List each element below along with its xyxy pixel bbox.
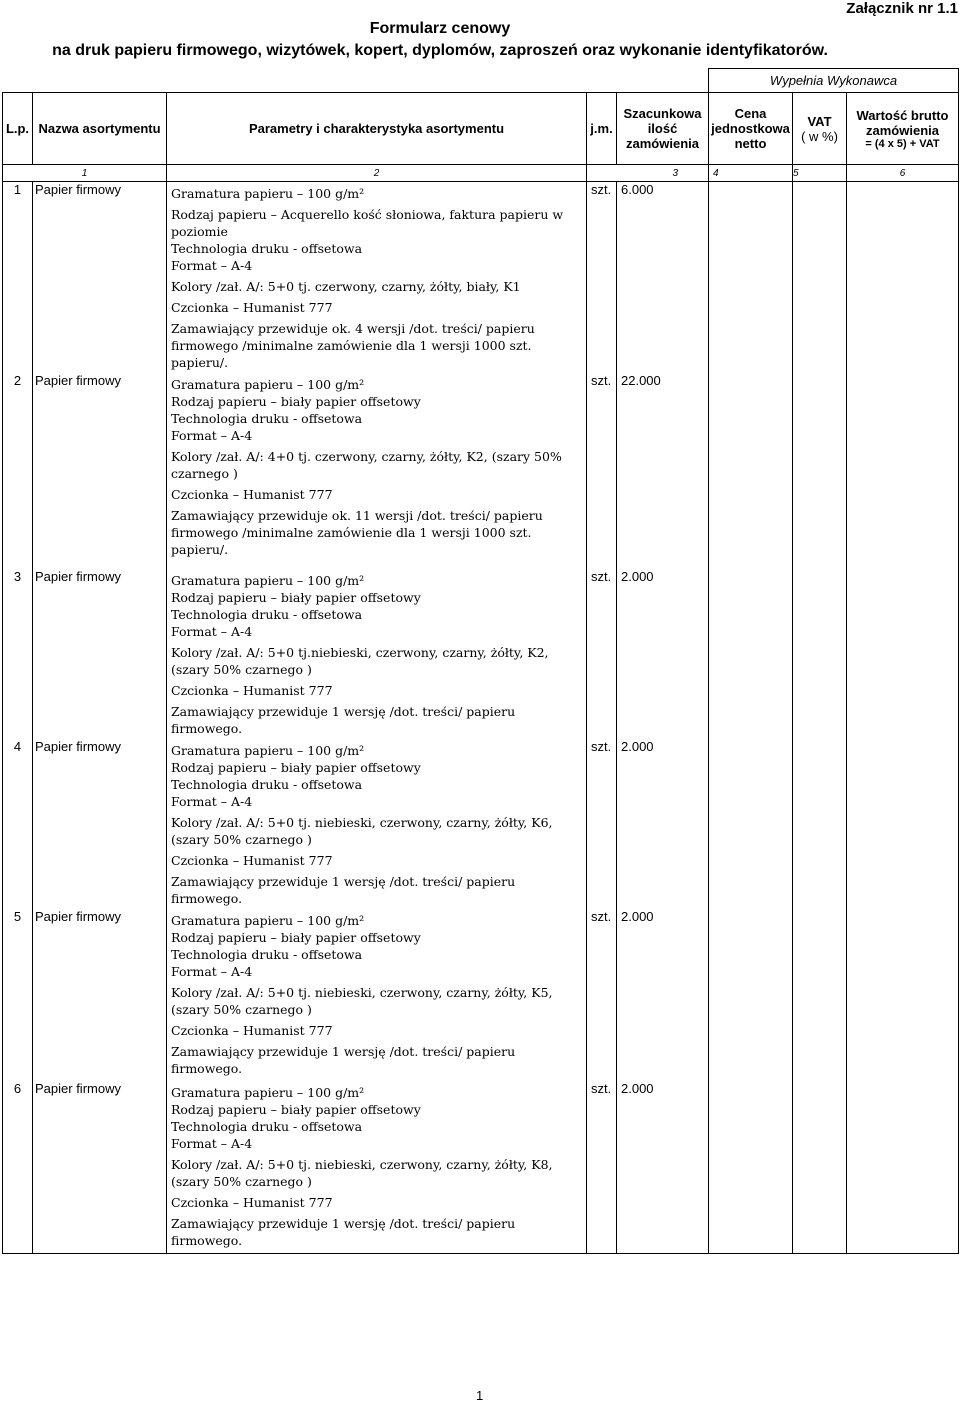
row-price-cell	[709, 182, 793, 374]
param-line: Czcionka – Humanist 777	[171, 1195, 333, 1210]
row-price-cell	[709, 569, 793, 739]
param-line: Technologia druku - offsetowa	[171, 607, 363, 622]
param-line: Rodzaj papieru – biały papier offsetowy	[171, 930, 421, 945]
table-row	[3, 182, 959, 374]
row-params	[167, 182, 587, 374]
param-line: Czcionka – Humanist 777	[171, 1023, 333, 1038]
col-wartosc	[847, 93, 959, 165]
param-line: Kolory /zał. A/: 4+0 tj. czerwony, czarny, żółty, K2, (szary 50% czarnego )	[171, 449, 562, 481]
col-jm: j.m.	[587, 93, 617, 165]
col-lp: L.p.	[3, 93, 33, 165]
param-line: Czcionka – Humanist 777	[171, 853, 333, 868]
param-line: Technologia druku - offsetowa	[171, 1119, 363, 1134]
row-vat-cell	[793, 569, 847, 739]
table-row	[3, 739, 959, 909]
row-jm: szt.	[587, 1081, 617, 1253]
row-jm: szt.	[587, 182, 617, 374]
col-number: 1	[3, 165, 167, 182]
row-value-cell	[847, 1081, 959, 1253]
row-value-cell	[847, 569, 959, 739]
row-value-cell	[847, 373, 959, 569]
col-number: 6	[847, 165, 959, 182]
row-params	[167, 909, 587, 1081]
param-line: Format – A-4	[171, 624, 253, 639]
page-number: 1	[476, 1388, 484, 1403]
col-number: 5	[793, 165, 847, 182]
col-cena: Cena jednostkowa netto	[709, 93, 793, 165]
table-row	[3, 373, 959, 569]
row-name: Papier firmowy	[33, 739, 167, 909]
row-name: Papier firmowy	[33, 182, 167, 374]
param-line: Format – A-4	[171, 794, 253, 809]
param-line: Zamawiający przewiduje ok. 4 wersji /dot. treści/ papieru firmowego /minimalne zamówienie dla 1 wersji 1000 szt. papieru/.	[171, 321, 535, 370]
row-qty: 22.000	[617, 373, 709, 569]
col-vat	[793, 93, 847, 165]
row-qty: 6.000	[617, 182, 709, 374]
param-line: Gramatura papieru – 100 g/m²	[171, 573, 365, 588]
col-ilosc: Szacunkowa ilość zamówienia	[617, 93, 709, 165]
row-vat-cell	[793, 1081, 847, 1253]
param-line: Kolory /zał. A/: 5+0 tj. niebieski, czerwony, czarny, żółty, K6, (szary 50% czarnego )	[171, 815, 553, 847]
param-line: Format – A-4	[171, 964, 253, 979]
col-number: 4	[709, 165, 793, 182]
row-name: Papier firmowy	[33, 1081, 167, 1253]
row-lp: 6	[3, 1081, 33, 1253]
param-line: Format – A-4	[171, 1136, 253, 1151]
row-lp: 2	[3, 373, 33, 569]
row-price-cell	[709, 1081, 793, 1253]
col-nazwa: Nazwa asortymentu	[33, 93, 167, 165]
col-wartosc-sub: = (4 x 5) + VAT	[865, 137, 940, 150]
col-vat-label: VAT	[807, 113, 832, 129]
param-line: Technologia druku - offsetowa	[171, 241, 363, 256]
param-line: Czcionka – Humanist 777	[171, 683, 333, 698]
param-line: Zamawiający przewiduje 1 wersję /dot. treści/ papieru firmowego.	[171, 1216, 516, 1248]
param-line: Czcionka – Humanist 777	[171, 300, 333, 315]
row-name: Papier firmowy	[33, 569, 167, 739]
row-price-cell	[709, 909, 793, 1081]
table-row	[3, 569, 959, 739]
param-line: Gramatura papieru – 100 g/m²	[171, 743, 365, 758]
row-qty: 2.000	[617, 739, 709, 909]
row-qty: 2.000	[617, 909, 709, 1081]
row-vat-cell	[793, 739, 847, 909]
param-line: Zamawiający przewiduje 1 wersję /dot. treści/ papieru firmowego.	[171, 874, 516, 906]
row-lp: 1	[3, 182, 33, 374]
row-qty: 2.000	[617, 1081, 709, 1253]
param-line: Kolory /zał. A/: 5+0 tj. niebieski, czerwony, czarny, żółty, K8, (szary 50% czarnego )	[171, 1157, 553, 1189]
param-line: Format – A-4	[171, 258, 253, 273]
param-line: Format – A-4	[171, 428, 253, 443]
attachment-label: Załącznik nr 1.1	[846, 0, 958, 17]
param-line: Technologia druku - offsetowa	[171, 947, 363, 962]
param-line: Zamawiający przewiduje ok. 11 wersji /dot. treści/ papieru firmowego /minimalne zamówienie dla 1 wersji 1000 szt. papieru/.	[171, 508, 543, 557]
param-line: Rodzaj papieru – biały papier offsetowy	[171, 1102, 421, 1117]
row-jm: szt.	[587, 909, 617, 1081]
param-line: Zamawiający przewiduje 1 wersję /dot. treści/ papieru firmowego.	[171, 1044, 516, 1076]
param-line: Zamawiający przewiduje 1 wersję /dot. treści/ papieru firmowego.	[171, 704, 516, 736]
row-params	[167, 1081, 587, 1253]
param-line: Gramatura papieru – 100 g/m²	[171, 913, 365, 928]
param-line: Kolory /zał. A/: 5+0 tj.niebieski, czerwony, czarny, żółty, K2, (szary 50% czarnego )	[171, 645, 549, 677]
col-vat-sub: ( w %)	[801, 128, 838, 144]
param-line: Rodzaj papieru – biały papier offsetowy	[171, 590, 421, 605]
col-wartosc-label: Wartość brutto zamówienia	[856, 107, 949, 138]
row-qty: 2.000	[617, 569, 709, 739]
param-line: Rodzaj papieru – biały papier offsetowy	[171, 394, 421, 409]
form-subtitle: na druk papieru firmowego, wizytówek, kopert, dyplomów, zaproszeń oraz wykonanie identyfikatorów.	[52, 42, 828, 59]
row-name: Papier firmowy	[33, 373, 167, 569]
price-form-table	[2, 68, 959, 1254]
row-lp: 5	[3, 909, 33, 1081]
row-vat-cell	[793, 182, 847, 374]
row-params	[167, 373, 587, 569]
param-line: Kolory /zał. A/: 5+0 tj. czerwony, czarny, żółty, biały, K1	[171, 279, 521, 294]
row-jm: szt.	[587, 739, 617, 909]
row-jm: szt.	[587, 569, 617, 739]
row-lp: 3	[3, 569, 33, 739]
row-vat-cell	[793, 373, 847, 569]
table-row	[3, 1081, 959, 1253]
contractor-fills-header: Wypełnia Wykonawca	[709, 69, 959, 93]
row-jm: szt.	[587, 373, 617, 569]
param-line: Gramatura papieru – 100 g/m²	[171, 377, 365, 392]
param-line: Technologia druku - offsetowa	[171, 777, 363, 792]
param-line: Technologia druku - offsetowa	[171, 411, 363, 426]
param-line: Kolory /zał. A/: 5+0 tj. niebieski, czerwony, czarny, żółty, K5, (szary 50% czarnego )	[171, 985, 553, 1017]
row-params	[167, 569, 587, 739]
col-parametry: Parametry i charakterystyka asortymentu	[167, 93, 587, 165]
row-value-cell	[847, 182, 959, 374]
row-name: Papier firmowy	[33, 909, 167, 1081]
col-number: 3	[587, 165, 709, 182]
row-params	[167, 739, 587, 909]
row-price-cell	[709, 739, 793, 909]
param-line: Rodzaj papieru – biały papier offsetowy	[171, 760, 421, 775]
param-line: Gramatura papieru – 100 g/m²	[171, 186, 365, 201]
row-value-cell	[847, 739, 959, 909]
row-value-cell	[847, 909, 959, 1081]
row-vat-cell	[793, 909, 847, 1081]
row-lp: 4	[3, 739, 33, 909]
param-line: Czcionka – Humanist 777	[171, 487, 333, 502]
form-title: Formularz cenowy	[369, 20, 511, 37]
param-line: Rodzaj papieru – Acquerello kość słoniowa, faktura papieru w poziomie	[171, 207, 564, 239]
row-price-cell	[709, 373, 793, 569]
param-line: Gramatura papieru – 100 g/m²	[171, 1085, 365, 1100]
table-row	[3, 909, 959, 1081]
col-number: 2	[167, 165, 587, 182]
